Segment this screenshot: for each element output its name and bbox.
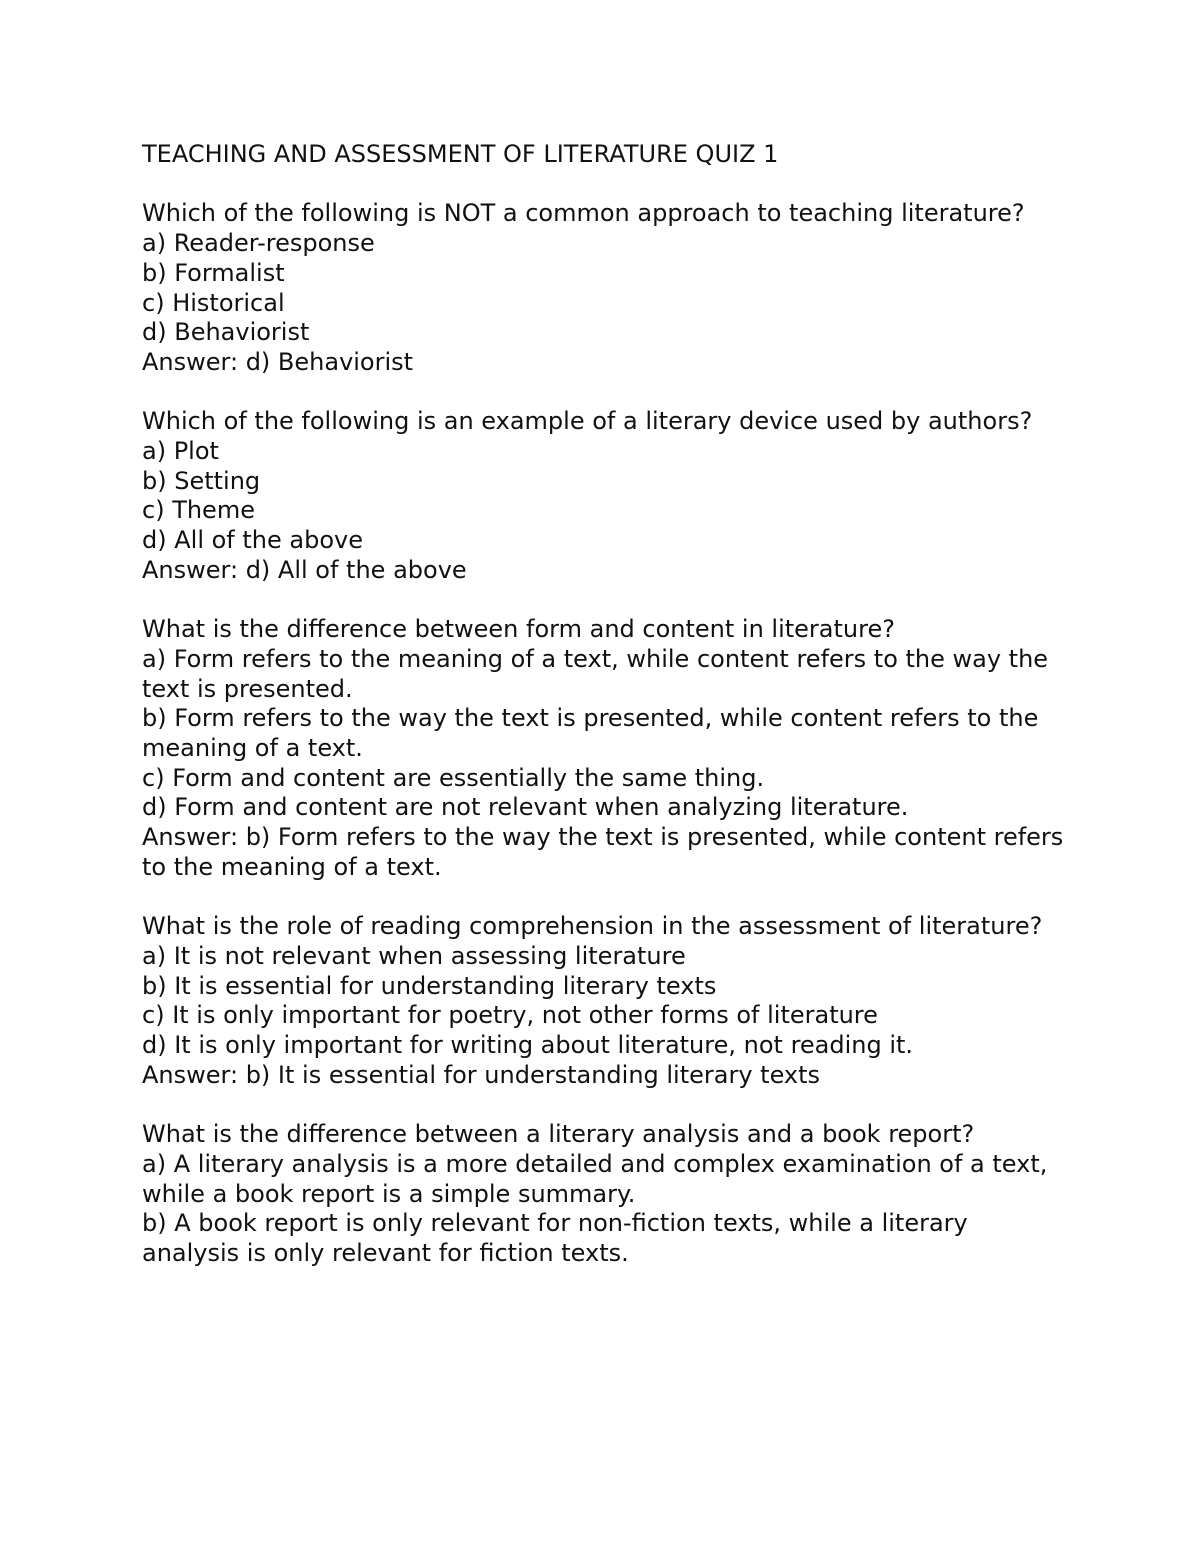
question-block-4 xyxy=(142,912,1072,1090)
option-a: a) It is not relevant when assessing literature xyxy=(142,941,686,970)
option-d: d) Behaviorist xyxy=(142,318,310,347)
option-b: b) Formalist xyxy=(142,258,285,287)
question-text: What is the difference between a literary analysis and a book report? xyxy=(142,1120,975,1149)
document-title: TEACHING AND ASSESSMENT OF LITERATURE QUIZ 1 xyxy=(142,140,779,168)
question-block-1 xyxy=(142,199,1072,377)
option-a: a) Plot xyxy=(142,437,219,465)
option-d: d) Form and content are not relevant when analyzing literature. xyxy=(142,793,909,822)
option-b: b) Setting xyxy=(142,466,261,495)
question-block-3 xyxy=(142,615,1072,882)
option-c: c) Historical xyxy=(142,288,285,317)
question-text: What is the role of reading comprehension in the assessment of literature? xyxy=(142,912,1043,941)
document-page xyxy=(142,140,1072,1298)
option-b: b) A book report is only relevant for non-fiction texts, while a literary analysis is only relevant for fiction texts. xyxy=(142,1209,968,1267)
answer-line: Answer: d) Behaviorist xyxy=(142,347,414,376)
option-c: c) Form and content are essentially the same thing. xyxy=(142,763,765,792)
answer-line: Answer: b) It is essential for understanding literary texts xyxy=(142,1060,821,1089)
question-block-2 xyxy=(142,407,1072,585)
answer-line: Answer: b) Form refers to the way the text is presented, while content refers to the meaning of a text. xyxy=(142,823,1064,881)
option-c: c) Theme xyxy=(142,496,255,525)
question-text: Which of the following is NOT a common approach to teaching literature? xyxy=(142,199,1025,228)
option-d: d) It is only important for writing about literature, not reading it. xyxy=(142,1031,914,1060)
option-a: a) Form refers to the meaning of a text, while content refers to the way the text is presented. xyxy=(142,644,1049,703)
option-c: c) It is only important for poetry, not other forms of literature xyxy=(142,1001,878,1030)
option-d: d) All of the above xyxy=(142,526,363,555)
question-block-5 xyxy=(142,1120,1072,1269)
question-text: What is the difference between form and content in literature? xyxy=(142,615,895,644)
question-text: Which of the following is an example of a literary device used by authors? xyxy=(142,407,1033,436)
option-a: a) A literary analysis is a more detailed and complex examination of a text, while a book report is a simple summary. xyxy=(142,1149,1048,1208)
option-b: b) Form refers to the way the text is presented, while content refers to the meaning of a text. xyxy=(142,704,1039,763)
answer-line: Answer: d) All of the above xyxy=(142,555,467,584)
option-b: b) It is essential for understanding literary texts xyxy=(142,971,717,1000)
option-a: a) Reader-response xyxy=(142,229,375,258)
